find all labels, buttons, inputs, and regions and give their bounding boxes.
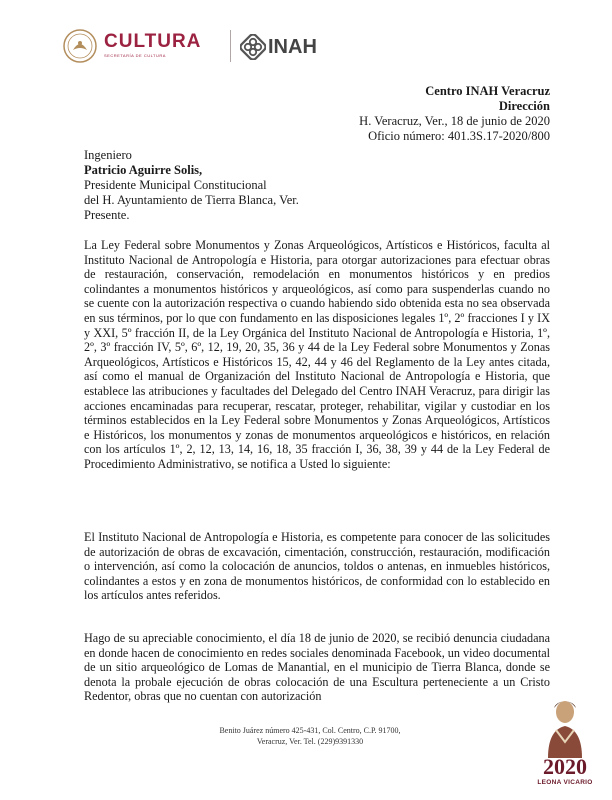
place-date: H. Veracruz, Ver., 18 de junio de 2020 [359, 114, 550, 128]
footer-address [150, 725, 470, 747]
body-paragraph-legal-basis: La Ley Federal sobre Monumentos y Zonas Arqueológicos, Artísticos e Históricos, faculta al Instituto Nacional de Antropología e Historia, para otorgar autorizaciones para efectuar obras de restauración, conservación, remodelación en monumentos históricos y en predios colindantes a monumentos históricos y arqueológicos, así como para suspenderlas cuando no se cuente con la autorización respectiva o cuando habiendo sido obtenida esta no sea observada en sus términos, por lo que con fundamento en las disposiciones legales 1º, 2º fracciones I y IX y XXI, 5º fracción II, de la Ley Orgánica del Instituto Nacional de Antropología e Historia, 1º, 2º, 3º fracción IV, 5º, 6º, 12, 19, 20, 35, 36 y 44 de la Ley Federal sobre Monumentos y Zonas Arqueológicos, Artísticos e Históricos 15, 42, 44 y 46 del Reglamento de la Ley antes citada, así como el manual de Organización del Instituto Nacional de Antropología e Historia, que establece las atribuciones y facultades del Delegado del Centro INAH Veracruz, para dirigir las acciones encaminadas para recuperar, rescatar, proteger, rehabilitar, vigilar y custodiar en los términos establecidos en la Ley Federal sobre Monumentos y Zonas Arqueológicos, Artísticos e Históricos, los monumentos y zonas de monumentos arqueológicos e históricos, en relación con los artículos 1º, 2, 12, 13, 14, 16, 18, 35 fracción I, 36, 38, 39 y 44 de la Ley Federal de Procedimiento Administrativo, se notifica a Usted lo siguiente: [84, 238, 550, 471]
footer-line-1: Benito Juárez número 425-431, Col. Centro, C.P. 91700, [219, 726, 401, 735]
mexico-seal-icon [62, 28, 98, 64]
inah-logo-text: INAH [268, 36, 317, 58]
sender-department: Dirección [498, 99, 550, 113]
cultura-subtitle: SECRETARÍA DE CULTURA [104, 53, 166, 58]
logo-divider [230, 30, 231, 62]
addressee-name: Patricio Aguirre Solis, [84, 163, 203, 177]
leona-vicario-portrait-icon [538, 696, 592, 758]
sender-block [359, 84, 550, 144]
oficio-number: Oficio número: 401.3S.17-2020/800 [368, 129, 550, 143]
emblem-year: 2020 [543, 754, 587, 779]
addressee-entity: del H. Ayuntamiento de Tierra Blanca, Ver. [84, 193, 299, 207]
addressee-title: Ingeniero [84, 148, 132, 162]
cultura-logo-text: CULTURA [104, 31, 202, 52]
emblem-name: LEONA VICARIO [537, 779, 593, 786]
inah-knot-icon [240, 34, 266, 60]
body-paragraph-complaint: Hago de su apreciable conocimiento, el día 18 de junio de 2020, se recibió denuncia ciudadana en donde hacen de conocimiento en redes sociales denominada Facebook, un video documental de un sitio arqueológico de Lomas de Manantial, en el municipio de Tierra Blanca, donde se denota la probale ejecución de obras colocación de una Escultura perteneciente a un Cristo Redentor, obras que no cuentan con autorización [84, 631, 551, 704]
letterhead [62, 28, 362, 68]
footer-line-2: Veracruz, Ver. Tel. (229)9391330 [256, 737, 364, 746]
body-paragraph-competence: El Instituto Nacional de Antropología e Historia, es competente para conocer de las solicitudes de autorización de obras de excavación, cimentación, construcción, restauración, modificación o intervención, así como la colocación de anuncios, toldos o antenas, en inmuebles históricos, colindantes a estos y en zona de monumentos históricos, de conformidad con lo establecido en los artículos antes referidos. [84, 530, 550, 603]
addressee-block [84, 148, 299, 223]
addressee-position: Presidente Municipal Constitucional [84, 178, 267, 192]
sender-office: Centro INAH Veracruz [425, 84, 550, 98]
addressee-closing: Presente. [84, 208, 130, 222]
